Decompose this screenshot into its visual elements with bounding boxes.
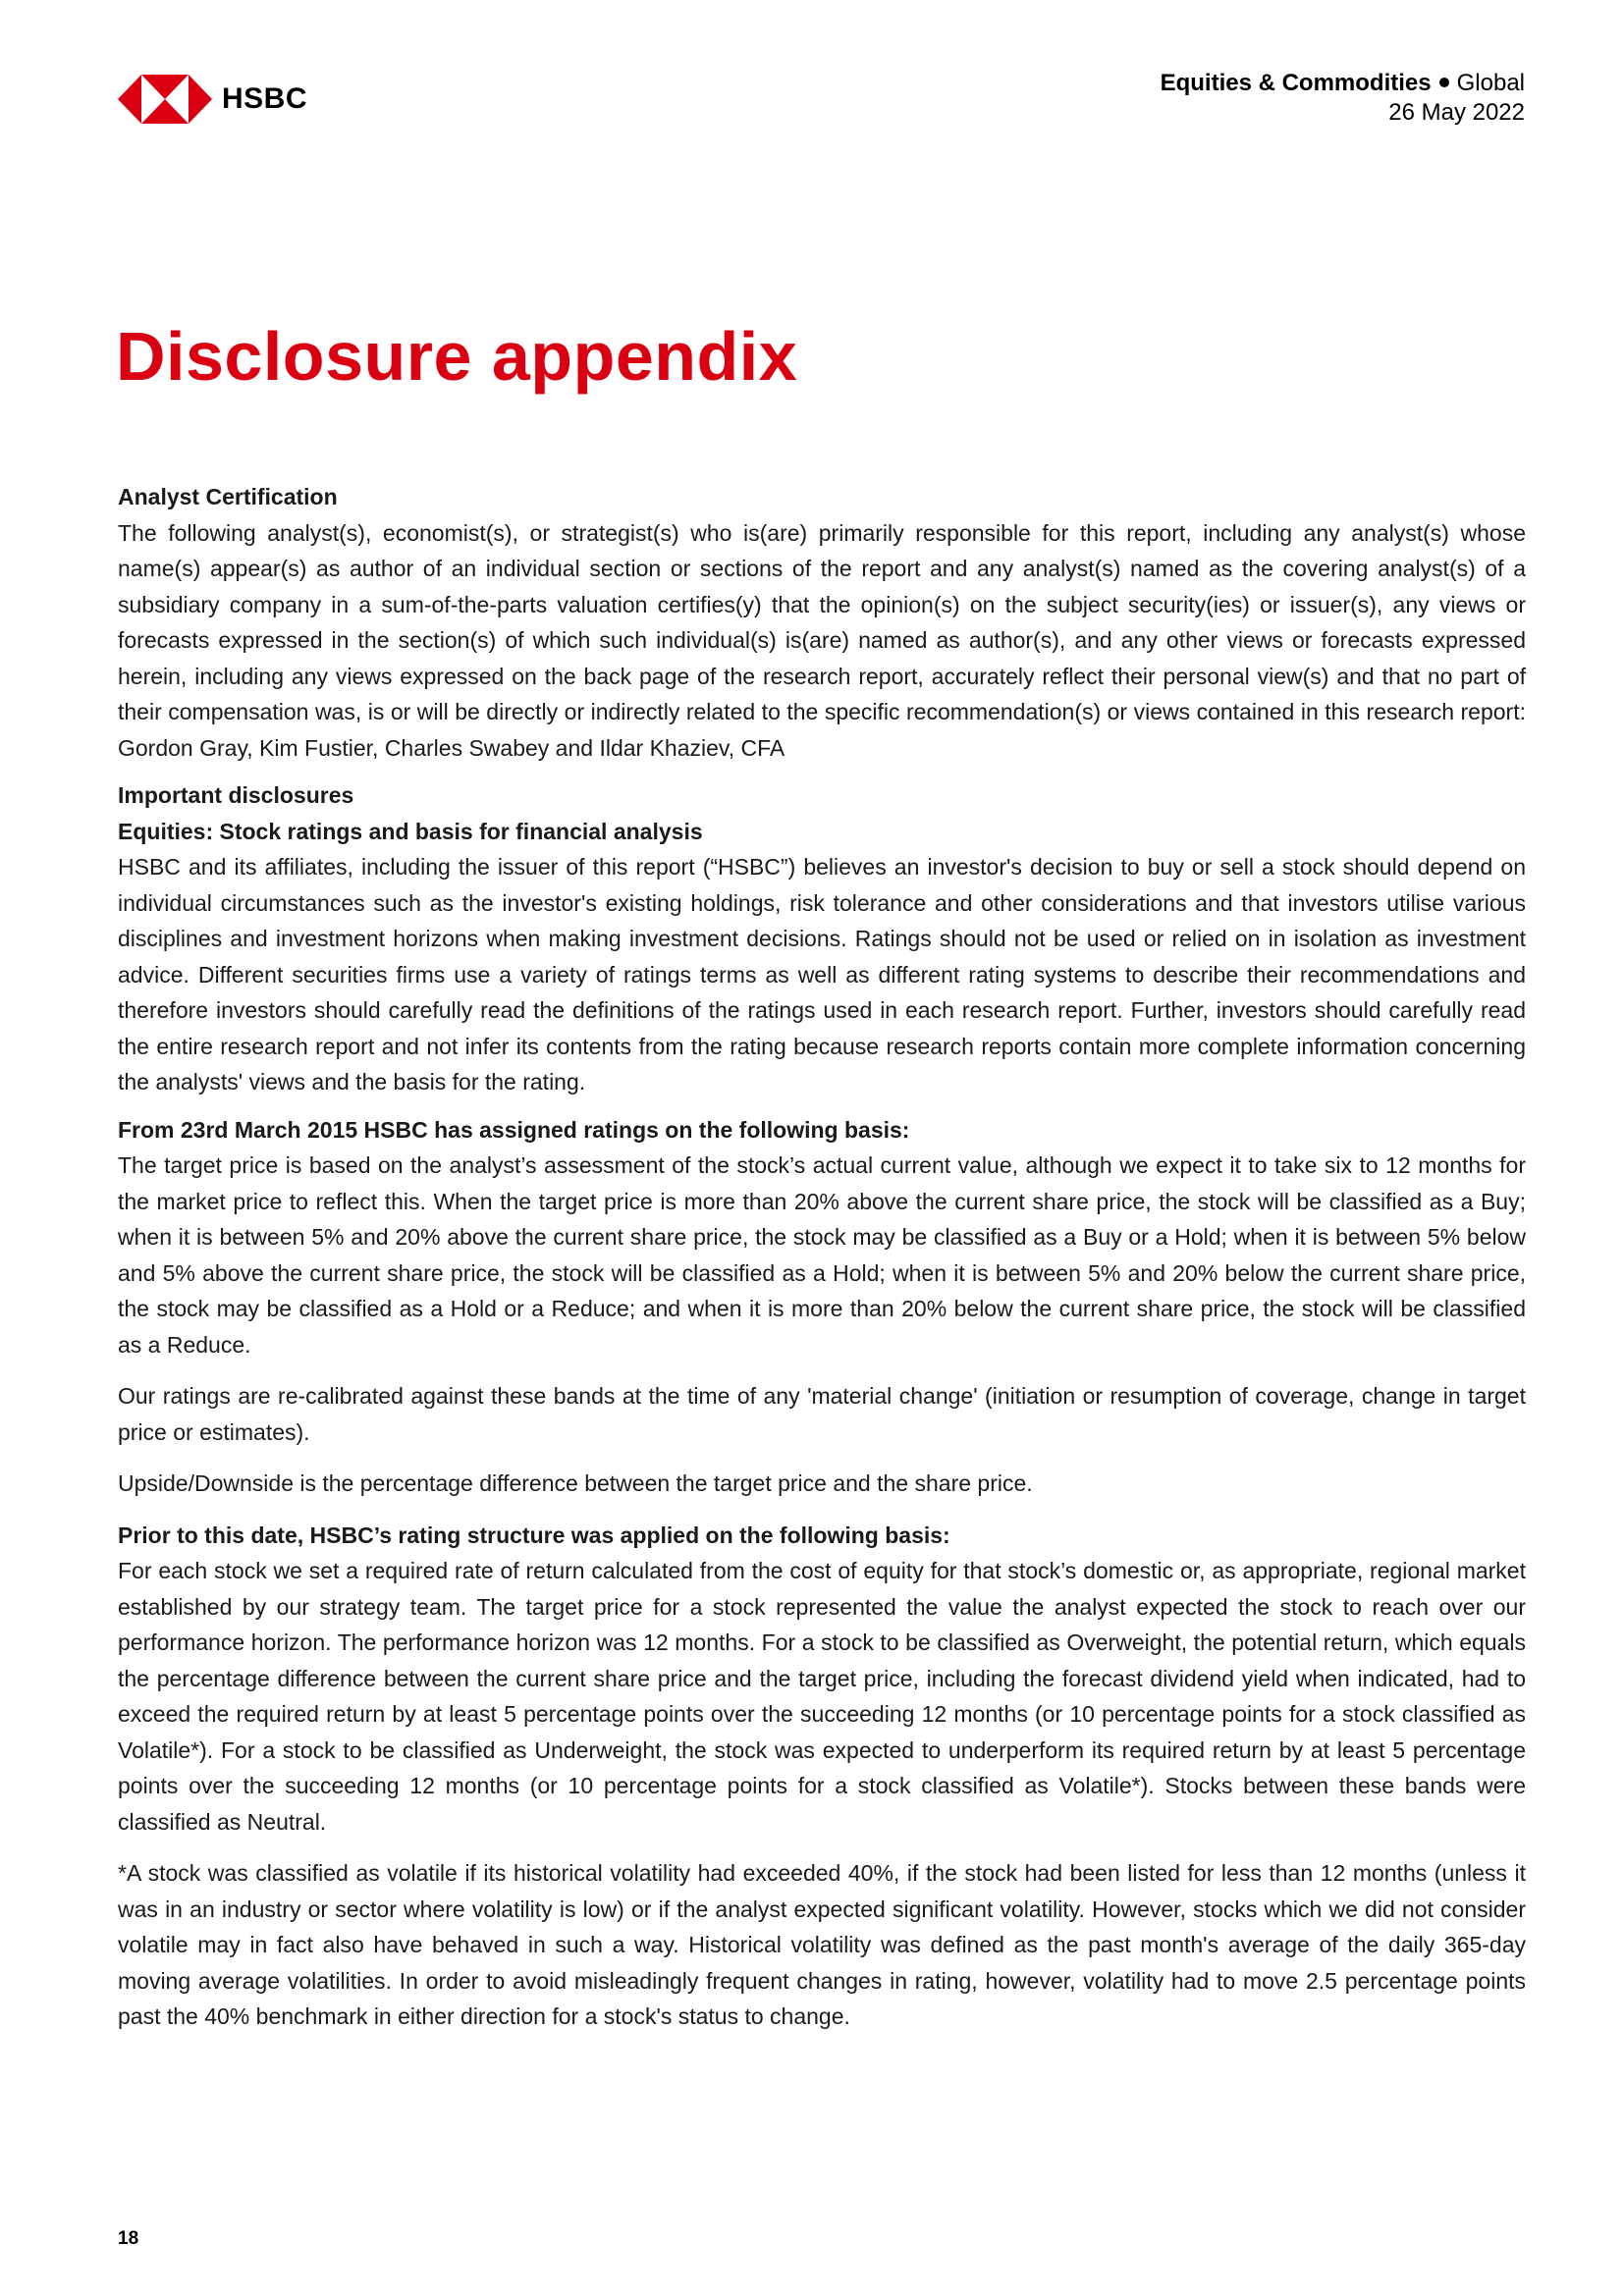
stock-ratings-text: HSBC and its affiliates, including the issuer of this report (“HSBC”) believes an investor's decision to buy or sell a stock should depend on individual circumstances such as the investor's existing holdings, risk tolerance and other considerations and that investors utilise various disciplines and investment horizons when making investment decisions. Ratings should not be used or relied on in isolation as investment advice. Different securities firms use a variety of ratings terms as well as different rating systems to describe their recommendations and therefore investors should carefully read the definitions of the ratings used in each research report. Further, investors should carefully read the entire research report and not infer its contents from the rating because research reports contain more complete information concerning the analysts' views and the basis for the rating. [118,854,1526,1095]
report-header [1161,69,1525,128]
volatility-note-text: *A stock was classified as volatile if its historical volatility had exceeded 40%, if the stock had been listed for less than 12 months (unless it was in an industry or sector where volatility is low) or if the analyst expected significant volatility. However, stocks which we did not consider volatile may in fact also have behaved in such a way. Historical volatility was defined as the past month's average of the daily 365-day moving average volatilities. In order to avoid misleadingly frequent changes in rating, however, volatility had to move 2.5 percentage points past the 40% benchmark in either direction for a stock's status to change. [118,1860,1526,2029]
disclosure-body [118,479,1526,2035]
analyst-certification-heading: Analyst Certification [118,484,338,509]
section-label: Equities & Commodities [1160,70,1432,96]
stock-ratings-heading: Equities: Stock ratings and basis for financial analysis [118,818,703,844]
ratings-basis-text: The target price is based on the analyst’s assessment of the stock’s actual current value, although we expect it to take six to 12 months for the market price to reflect this. When the target price is more than 20% above the current share price, the stock will be classified as a Buy; when it is between 5% and 20% above the current share price, the stock may be classified as a Buy or a Hold; when it is between 5% below and 5% above the current share price, the stock will be classified as a Hold; when it is between 5% and 20% below the current share price, the stock may be classified as a Hold or a Reduce; and when it is more than 20% below the current share price, the stock will be classified as a Reduce. [118,1152,1526,1358]
page-title: Disclosure appendix [116,318,798,395]
analyst-certification-text: The following analyst(s), economist(s), or strategist(s) who is(are) primarily responsible for this report, including any analyst(s) whose name(s) appear(s) as author of an individual section or sections of the report and any analyst(s) named as the covering analyst(s) of a subsidiary company in a sum-of-the-parts valuation certifies(y) that the opinion(s) on the subject security(ies) or issuer(s), any views or forecasts expressed in the section(s) of which such individual(s) is(are) named as author(s), and any other views or forecasts expressed herein, including any views expressed on the back page of the research report, accurately reflect their personal view(s) and that no part of their compensation was, is or will be directly or indirectly related to the specific recommendation(s) or views contained in this research report: Gordon Gray, Kim Fustier, Charles Swabey and Ildar Khaziev, CFA [118,519,1526,761]
prior-structure-text: For each stock we set a required rate of return calculated from the cost of equity for that stock’s domestic or, as appropriate, regional market established by our strategy team. The target price for a stock represented the value the analyst expected the stock to reach over our performance horizon. The performance horizon was 12 months. For a stock to be classified as Overweight, the potential return, which equals the percentage difference between the current share price and the target price, including the forecast dividend yield when indicated, had to exceed the required return by at least 5 percentage points over the succeeding 12 months (or 10 percentage points for a stock classified as Volatile*). For a stock to be classified as Underweight, the stock was expected to underperform its required return by at least 5 percentage points over the succeeding 12 months (or 10 percentage points for a stock classified as Volatile*). Stocks between these bands were classified as Neutral. [118,1558,1526,1835]
prior-structure-heading: Prior to this date, HSBC’s rating structure was applied on the following basis: [118,1522,950,1548]
bullet-dot-icon [1439,78,1449,87]
page-number: 18 [118,2228,139,2249]
region-label: Global [1456,70,1525,96]
upside-downside-text: Upside/Downside is the percentage difference between the target price and the share price. [118,1470,1033,1496]
hsbc-logo [118,69,307,130]
report-date: 26 May 2022 [1388,99,1525,126]
recalibration-text: Our ratings are re-calibrated against these bands at the time of any 'material change' (initiation or resumption of coverage, change in target price or estimates). [118,1383,1526,1445]
report-category [1161,69,1525,98]
important-disclosures-heading: Important disclosures [118,782,354,808]
logo-text: HSBC [222,82,308,115]
ratings-basis-heading: From 23rd March 2015 HSBC has assigned ratings on the following basis: [118,1116,910,1143]
hexagon-logo-icon [118,75,212,124]
